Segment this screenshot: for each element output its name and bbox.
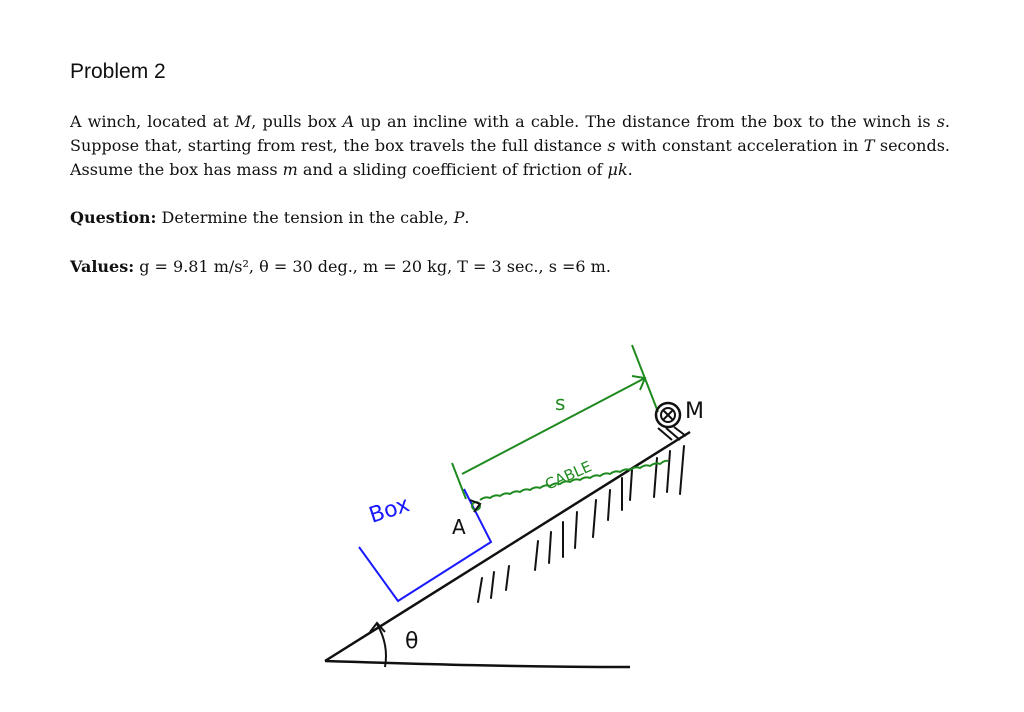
math-var-s: s	[607, 136, 616, 155]
theta-label: θ	[405, 629, 419, 654]
values-text: g = 9.81 m/s², θ = 30 deg., m = 20 kg, T = 3 sec., s =6 m.	[134, 257, 611, 276]
question-text: Determine the tension in the cable,	[156, 208, 454, 227]
cable-label: CABLE	[542, 457, 595, 494]
s-label: s	[555, 391, 566, 415]
text-segment: . Suppose that, starting from rest, the box travels the full distance	[70, 112, 950, 155]
question-end: .	[464, 208, 470, 227]
text-segment: up an incline with a cable. The distance from the box to the winch is	[354, 112, 937, 131]
problem-title: Problem 2	[70, 60, 166, 83]
point-m-label: M	[685, 399, 704, 424]
text-segment: .	[627, 160, 633, 179]
point-a-label: A	[452, 515, 466, 539]
math-var-m: m	[282, 160, 298, 179]
text-segment: and a sliding coefficient of friction of	[297, 160, 608, 179]
text-segment: A winch, located at	[70, 112, 235, 131]
math-var-A: A	[342, 112, 355, 131]
s-extension-left	[452, 463, 466, 499]
math-var-s: s	[936, 112, 945, 131]
winch	[656, 403, 686, 440]
text-segment: with constant acceleration in	[615, 136, 864, 155]
question-label: Question:	[70, 208, 157, 227]
math-var-mu: μk	[607, 160, 628, 179]
math-var-P: P	[453, 208, 465, 227]
values-label: Values:	[70, 257, 135, 276]
ground-line	[325, 661, 630, 667]
text-segment: , pulls box	[251, 112, 343, 131]
winch-cross	[663, 410, 673, 420]
math-var-T: T	[863, 136, 875, 155]
s-dimension-line	[462, 378, 645, 474]
math-var-M: M	[234, 112, 252, 131]
text-segment: seconds. Assume the box has mass	[70, 136, 950, 179]
box-label: Box	[366, 492, 413, 529]
